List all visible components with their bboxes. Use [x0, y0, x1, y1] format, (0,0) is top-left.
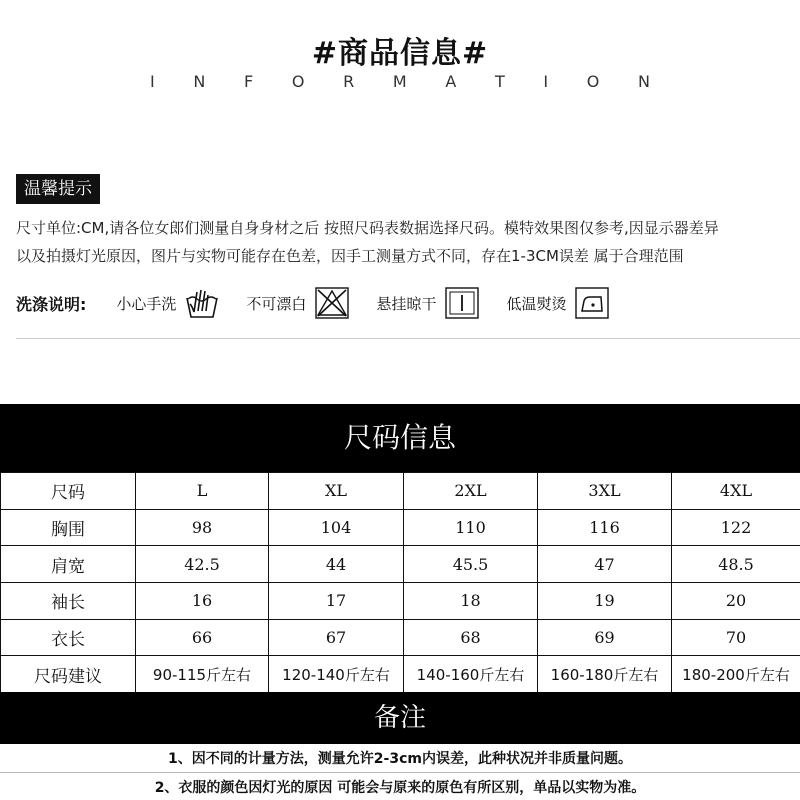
- table-row: [1, 509, 800, 546]
- table-cell: 17: [269, 583, 404, 620]
- subtitle-letter: T: [494, 72, 505, 91]
- table-cell: XL: [269, 473, 404, 510]
- table-row: [1, 656, 800, 693]
- hand-wash-icon: [184, 286, 220, 320]
- page-title: #商品信息#: [311, 36, 489, 71]
- table-cell: 18: [404, 583, 538, 620]
- wash-item-label: 低温熨烫: [506, 294, 567, 313]
- table-cell: 160-180斤左右: [538, 656, 672, 693]
- subtitle-letter: O: [291, 72, 305, 91]
- wash-item-label: 不可漂白: [246, 294, 307, 313]
- wash-item-label: 悬挂晾干: [376, 294, 437, 313]
- table-cell: 69: [538, 619, 672, 656]
- subtitle-letter: I: [543, 72, 549, 91]
- table-cell: 尺码: [1, 473, 136, 510]
- size-info-header: 尺码信息: [0, 404, 800, 472]
- table-cell: 2XL: [404, 473, 538, 510]
- remark-divider: [0, 772, 800, 773]
- table-cell: 104: [269, 509, 404, 546]
- low-iron-icon: [574, 286, 610, 320]
- table-cell: 67: [269, 619, 404, 656]
- remarks-header: 备注: [0, 692, 800, 744]
- wash-item-hand-wash: [116, 286, 220, 320]
- page-subtitle: [150, 72, 650, 91]
- table-cell: 16: [136, 583, 269, 620]
- wash-item-hang-dry: [376, 286, 480, 320]
- table-cell: 116: [538, 509, 672, 546]
- table-cell: 120-140斤左右: [269, 656, 404, 693]
- table-cell: 45.5: [404, 546, 538, 583]
- table-cell: 肩宽: [1, 546, 136, 583]
- table-cell: 90-115斤左右: [136, 656, 269, 693]
- table-row: [1, 546, 800, 583]
- tips-line: 以及拍摄灯光原因，图片与实物可能存在色差，因手工测量方式不同，存在1-3CM误差 属于合理范围: [16, 247, 684, 265]
- subtitle-letter: A: [445, 72, 457, 91]
- subtitle-letter: M: [392, 72, 407, 91]
- table-cell: 110: [404, 509, 538, 546]
- tips-line: 尺寸单位:CM,请各位女郎们测量自身身材之后 按照尺码表数据选择尺码。模特效果图仅参考,因显示器差异: [16, 219, 719, 237]
- size-chart-table: [0, 472, 800, 693]
- table-cell: 20: [672, 583, 800, 620]
- table-cell: L: [136, 473, 269, 510]
- subtitle-letter: O: [586, 72, 600, 91]
- table-cell: 19: [538, 583, 672, 620]
- remark-line: 1、因不同的计量方法，测量允许2-3cm内误差，此种状况并非质量问题。: [168, 751, 632, 767]
- table-cell: 66: [136, 619, 269, 656]
- table-cell: 尺码建议: [1, 656, 136, 693]
- subtitle-letter: F: [244, 72, 254, 91]
- table-cell: 42.5: [136, 546, 269, 583]
- tips-notice: [16, 214, 796, 270]
- hang-dry-icon: [444, 286, 480, 320]
- table-cell: 70: [672, 619, 800, 656]
- table-cell: 180-200斤左右: [672, 656, 800, 693]
- tips-badge: 温馨提示: [16, 174, 100, 204]
- table-cell: 68: [404, 619, 538, 656]
- table-cell: 44: [269, 546, 404, 583]
- table-cell: 袖长: [1, 583, 136, 620]
- subtitle-letter: N: [638, 72, 650, 91]
- table-row: [1, 619, 800, 656]
- table-row: [1, 473, 800, 510]
- table-cell: 48.5: [672, 546, 800, 583]
- wash-item-label: 小心手洗: [116, 294, 177, 313]
- section-divider: [16, 338, 800, 339]
- no-bleach-icon: [314, 286, 350, 320]
- wash-item-no-bleach: [246, 286, 350, 320]
- washing-label: 洗涤说明:: [16, 294, 87, 314]
- table-row: [1, 583, 800, 620]
- table-cell: 98: [136, 509, 269, 546]
- washing-instructions: [16, 284, 796, 322]
- subtitle-letter: N: [193, 72, 206, 91]
- table-cell: 胸围: [1, 509, 136, 546]
- table-cell: 122: [672, 509, 800, 546]
- table-cell: 4XL: [672, 473, 800, 510]
- remark-line: 2、衣服的颜色因灯光的原因 可能会与原来的原色有所区别，单品以实物为准。: [154, 780, 646, 796]
- table-cell: 47: [538, 546, 672, 583]
- subtitle-letter: I: [150, 72, 155, 91]
- subtitle-letter: R: [343, 72, 355, 91]
- table-cell: 140-160斤左右: [404, 656, 538, 693]
- wash-item-low-iron: [506, 286, 610, 320]
- table-cell: 衣长: [1, 619, 136, 656]
- table-cell: 3XL: [538, 473, 672, 510]
